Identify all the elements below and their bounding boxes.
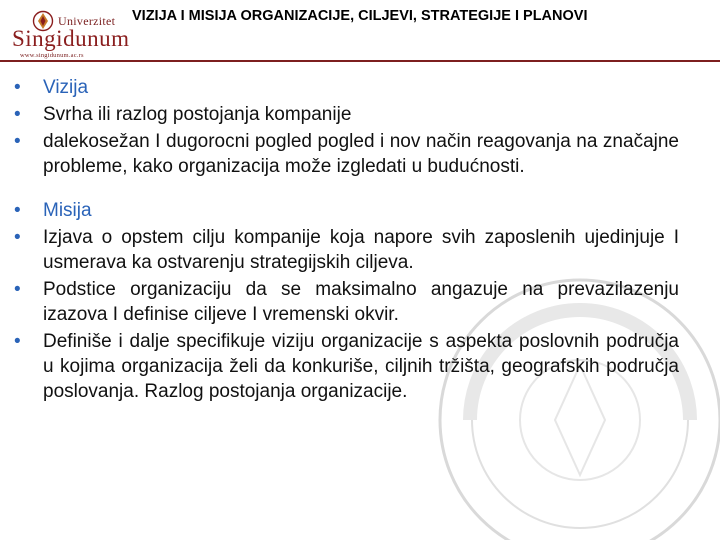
- bullet-icon: •: [14, 279, 21, 300]
- bullet-icon: •: [14, 331, 21, 352]
- list-item: • Definiše i dalje specifikuje viziju organizacije s aspekta poslovnih područja u kojima organizacija želi da konkuriše, ciljnih tržišta, geografskih područja poslovanja. Razlog postojanja organizacije.: [14, 331, 679, 402]
- list-item: • dalekosežan I dugorocni pogled pogled i nov način reagovanja na značajne probleme, kako organizacija može izgledati u budućnosti.: [14, 131, 679, 177]
- bullet-icon: •: [14, 131, 21, 152]
- logo-name: Singidunum: [12, 26, 130, 51]
- list-item: • Podstice organizaciju da se maksimalno angazuje na prevazilazenju izazova I definise ciljeve I vremenski okvir.: [14, 279, 679, 325]
- header-divider: [0, 60, 720, 62]
- slide-title: VIZIJA I MISIJA ORGANIZACIJE, CILJEVI, STRATEGIJE I PLANOVI: [132, 8, 588, 24]
- section-gap: [14, 181, 679, 198]
- vision-list: [14, 75, 679, 179]
- list-item: • Svrha ili razlog postojanja kompanije: [14, 104, 352, 125]
- university-logo: [6, 8, 136, 68]
- bullet-icon: •: [14, 227, 21, 248]
- bullet-icon: •: [14, 104, 21, 125]
- bullet-icon: •: [14, 200, 21, 221]
- bullet-icon: •: [14, 77, 21, 98]
- mission-heading: • Misija: [14, 200, 92, 221]
- list-item: • Izjava o opstem cilju kompanije koja napore svih zaposlenih ujedinjuje I usmerava ka ostvarenju strategijskih ciljeva.: [14, 227, 679, 273]
- mission-list: [14, 198, 679, 404]
- vision-heading: • Vizija: [14, 77, 89, 98]
- logo-url: www.singidunum.ac.rs: [20, 52, 84, 59]
- logo-top-text: Univerzitet: [58, 14, 116, 28]
- slide-content: [14, 75, 679, 406]
